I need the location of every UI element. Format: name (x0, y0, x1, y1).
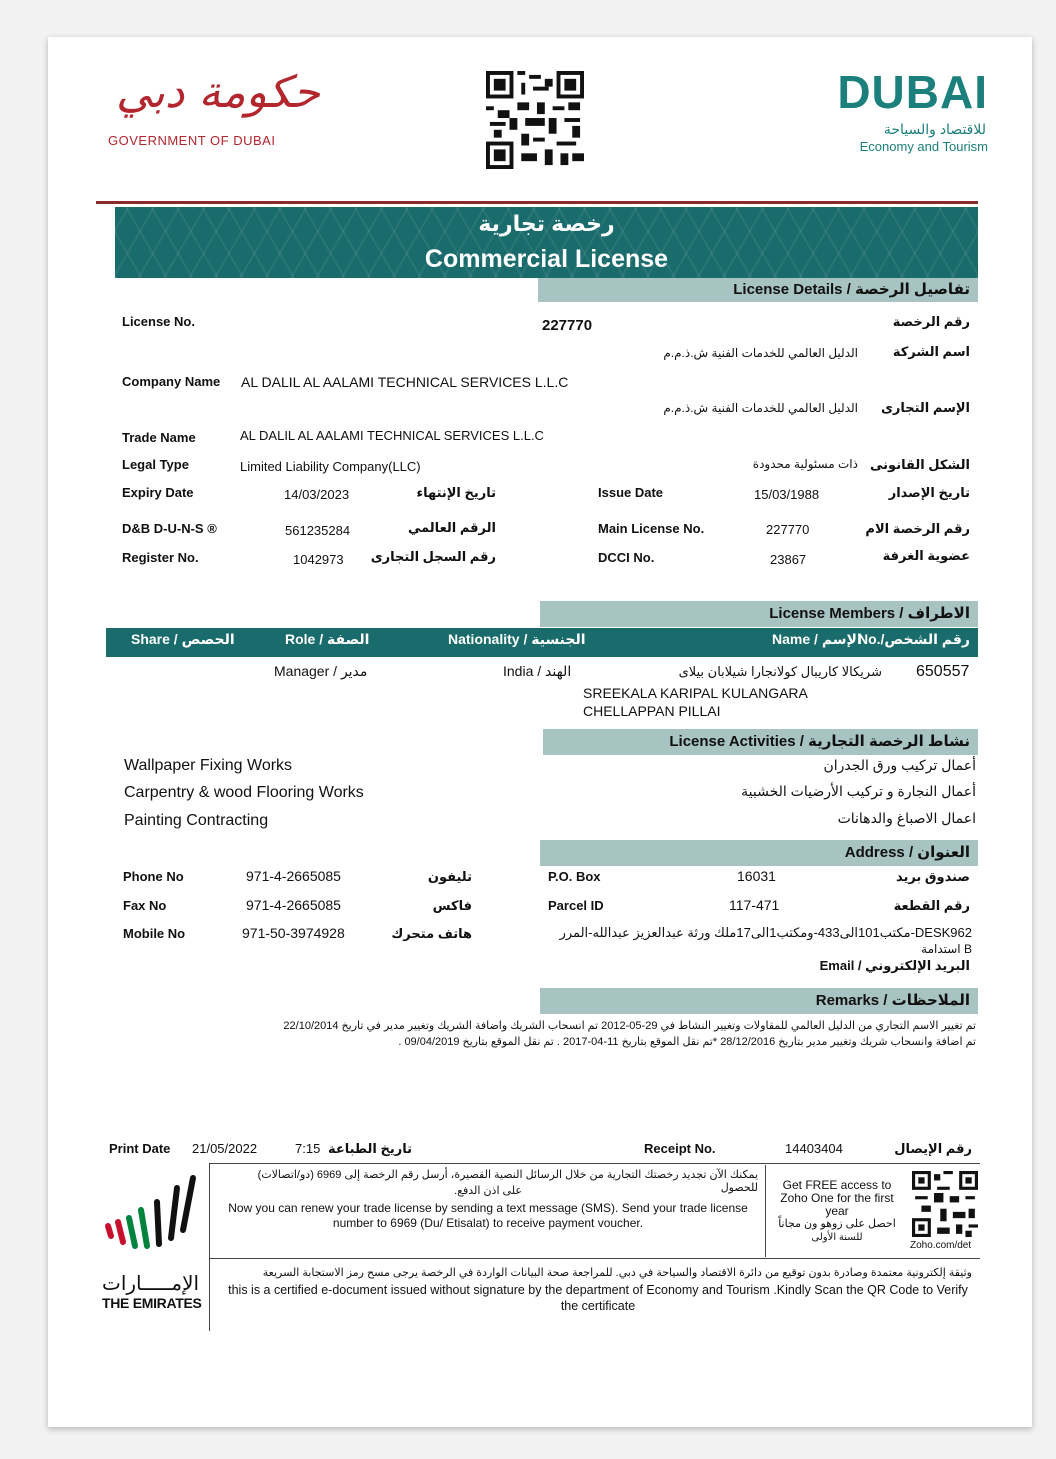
receipt-value: 14403404 (785, 1141, 843, 1156)
trade-name-ar: الدليل العالمي للخدمات الفنية ش.ذ.م.م (663, 401, 858, 415)
pobox-label-ar: صندوق بريد (895, 869, 970, 884)
col-nationality: Nationality / الجنسية (448, 631, 586, 647)
phone-value: 971-4-2665085 (246, 868, 341, 884)
license-members-header: License Members / الاطراف (540, 601, 978, 627)
zoho-ar-1: احصل على زوهو ون مجاناً (778, 1218, 896, 1230)
certificate-text-en: this is a certified e-document issued without signature by the department of Economy and Tourism .Kindly Scan the QR Code to Verify the certificate (228, 1283, 968, 1313)
register-no-value: 1042973 (293, 552, 344, 567)
register-no-label-ar: رقم السجل التجارى (370, 549, 496, 564)
det-english: Economy and Tourism (859, 139, 988, 154)
company-name-value: AL DALIL AL AALAMI TECHNICAL SERVICES L.L.C (241, 374, 569, 390)
col-share: Share / الحصص (131, 631, 235, 647)
activity-en: Carpentry & wood Flooring Works (124, 784, 364, 801)
remarks-line-1: تم تغيير الاسم التجاري من الدليل العالمي للمقاولات وتغيير النشاط في 29-05-2012 تم انسحاب الشريك واضافة الشريك وتغيير مدير في تاريخ 22/10/2014 (283, 1020, 976, 1032)
expiry-date-value: 14/03/2023 (284, 487, 350, 502)
zoho-line-1: Get FREE access to (782, 1178, 892, 1192)
print-date-value: 21/05/2022 (192, 1141, 258, 1156)
company-name-ar: الدليل العالمي للخدمات الفنية ش.ذ.م.م (663, 346, 858, 360)
mobile-label-ar: هاتف متحرك (391, 926, 472, 941)
dubai-wordmark: DUBAI (837, 66, 988, 118)
main-license-label-ar: رقم الرخصة الام (865, 521, 970, 536)
gov-logo-arabic: حكومة دبي (116, 67, 320, 118)
phone-label: Phone No (123, 869, 184, 884)
footer-mid-rule (210, 1258, 980, 1259)
dcci-no-label-ar: عضوية الغرفة (882, 548, 970, 563)
duns-value: 561235284 (285, 523, 351, 538)
parcel-label: Parcel ID (548, 898, 604, 913)
issue-date-label: Issue Date (598, 485, 664, 500)
license-no-value: 227770 (542, 317, 593, 334)
duns-label: D&B D-U-N-S ® (122, 521, 217, 536)
title-english: Commercial License (424, 245, 669, 273)
sms-text-en: Now you can renew your trade license by sending a text message (SMS). Send your trade license number to 6969 (Du/ Etisalat) to receive payment voucher. (228, 1201, 748, 1230)
license-no-label-ar: رقم الرخصة (892, 314, 970, 329)
phone-label-ar: تليفون (427, 869, 472, 884)
fax-label-ar: فاكس (432, 898, 472, 913)
emirates-arabic: الإمـــــارات (102, 1273, 200, 1295)
emirates-english: THE EMIRATES (102, 1295, 202, 1311)
legal-type-value: Limited Liability Company(LLC) (240, 459, 421, 474)
col-name: Name / الإسم (772, 631, 862, 647)
issue-date-value: 15/03/1988 (754, 487, 820, 502)
gov-dubai-logo (106, 67, 320, 148)
certificate-text-ar: وثيقة إلكترونية معتمدة وصادرة بدون توقيع من دائرة الاقتصاد والسياحة في دبي. للمراجعة صحة البيانات الواردة في الرخصة يرجى مسح رمز الاستجابة السريعة (262, 1267, 972, 1279)
pobox-label: P.O. Box (548, 869, 601, 884)
member-role: Manager / مدير (274, 663, 368, 679)
mobile-value: 971-50-3974928 (242, 925, 345, 941)
dubai-det-logo (838, 65, 988, 155)
col-no: No./رقم الشخص (857, 631, 970, 647)
legal-type-ar: ذات مسئولية محدودة (752, 457, 858, 471)
trade-name-label: Trade Name (122, 430, 196, 445)
expiry-date-label-ar: تاريخ الإنتهاء (416, 485, 496, 500)
fax-value: 971-4-2665085 (246, 897, 341, 913)
issue-date-label-ar: تاريخ الإصدار (888, 485, 970, 500)
zoho-url: Zoho.com/det (910, 1240, 972, 1251)
parcel-label-ar: رقم القطعة (893, 898, 970, 913)
register-no-label: Register No. (122, 550, 199, 565)
members-table-header (106, 628, 978, 657)
address-line-1: DESK962-مكتب101الى433-ومكتب1الى17ملك ورثة عبدالعزيز عبدالله-المرر (559, 925, 972, 940)
license-page (48, 37, 1032, 1427)
mobile-label: Mobile No (123, 926, 186, 941)
footer-vertical-rule (209, 1163, 210, 1331)
address-line-2: B استدامة (921, 942, 972, 956)
fax-label: Fax No (123, 898, 167, 913)
main-license-value: 227770 (766, 522, 810, 537)
pobox-value: 16031 (737, 868, 776, 884)
col-role: Role / الصفة (285, 631, 370, 647)
receipt-label-ar: رقم الإيصال (894, 1141, 972, 1156)
member-name-en-1: SREEKALA KARIPAL KULANGARA (583, 685, 808, 701)
activity-en: Painting Contracting (124, 812, 269, 829)
zoho-line-3: year (825, 1204, 849, 1218)
member-nationality: India / الهند (503, 663, 572, 679)
zoho-ar-2: للسنة الأولى (811, 1232, 863, 1243)
member-person-no: 650557 (916, 663, 970, 680)
zoho-line-2: Zoho One for the first (780, 1191, 894, 1205)
duns-label-ar: الرقم العالمي (407, 520, 496, 535)
print-date-label-ar: تاريخ الطباعة (327, 1141, 412, 1156)
parcel-value: 117-471 (729, 897, 780, 913)
zoho-promo (770, 1179, 904, 1244)
member-name-ar: شريكالا كاريبال كولانجارا شيلابان بيلاى (678, 664, 882, 679)
det-arabic: للاقتصاد والسياحة (883, 121, 986, 137)
trade-name-value: AL DALIL AL AALAMI TECHNICAL SERVICES L.L.C (240, 428, 544, 443)
gov-logo-english: GOVERNMENT OF DUBAI (108, 133, 276, 148)
emirates-logo-icon (103, 1174, 199, 1266)
zoho-qr-code-icon (912, 1171, 978, 1237)
activity-ar: أعمال النجارة و تركيب الأرضيات الخشبية (741, 783, 976, 799)
header-divider (96, 201, 978, 204)
activity-ar: اعمال الاصباغ والدهانات (837, 810, 976, 826)
license-details-header: License Details / تفاصيل الرخصة (538, 278, 978, 302)
member-name-en-2: CHELLAPPAN PILLAI (583, 703, 721, 719)
print-time-value: 7:15 (295, 1141, 321, 1156)
title-arabic: رخصة تجارية (478, 211, 615, 236)
receipt-label: Receipt No. (644, 1141, 716, 1156)
email-label: Email / البريد الإلكتروني (819, 958, 970, 973)
license-activities-header: License Activities / نشاط الرخصة التجارية (543, 729, 978, 755)
company-name-label: Company Name (122, 374, 221, 389)
company-name-label-ar: اسم الشركة (892, 344, 970, 359)
activity-ar: أعمال تركيب ورق الجدران (823, 757, 976, 773)
license-no-label: License No. (122, 314, 195, 329)
expiry-date-label: Expiry Date (122, 485, 194, 500)
dcci-no-value: 23867 (770, 552, 807, 567)
print-date-label: Print Date (109, 1141, 171, 1156)
address-header: Address / العنوان (540, 840, 978, 866)
title-banner (115, 207, 978, 278)
main-license-label: Main License No. (598, 521, 705, 536)
sms-text-ar-2: على اذن الدفع. (454, 1185, 522, 1197)
trade-name-label-ar: الإسم التجارى (880, 400, 970, 415)
legal-type-label-ar: الشكل القانونى (870, 457, 970, 472)
legal-type-label: Legal Type (122, 457, 189, 472)
sms-text-ar-1: يمكنك الآن تجديد رخصتك التجارية من خلال الرسائل النصية القصيرة، أرسل رقم الرخصة إلى 6969 (دو/اتصالات) للحصول (257, 1169, 758, 1194)
remarks-header: Remarks / الملاحظات (540, 988, 978, 1014)
qr-code-icon (486, 71, 584, 169)
sms-divider (765, 1165, 766, 1257)
footer-top-rule (210, 1163, 980, 1164)
remarks-line-2: تم اضافة وانسحاب شريك وتغيير مدير بتاريخ 28/12/2016 *تم نقل الموقع بتاريخ 11-04-2017 . تم نقل الموقع بتاريخ 09/04/2019 . (398, 1036, 976, 1048)
dcci-no-label: DCCI No. (598, 550, 655, 565)
activity-en: Wallpaper Fixing Works (124, 757, 293, 774)
